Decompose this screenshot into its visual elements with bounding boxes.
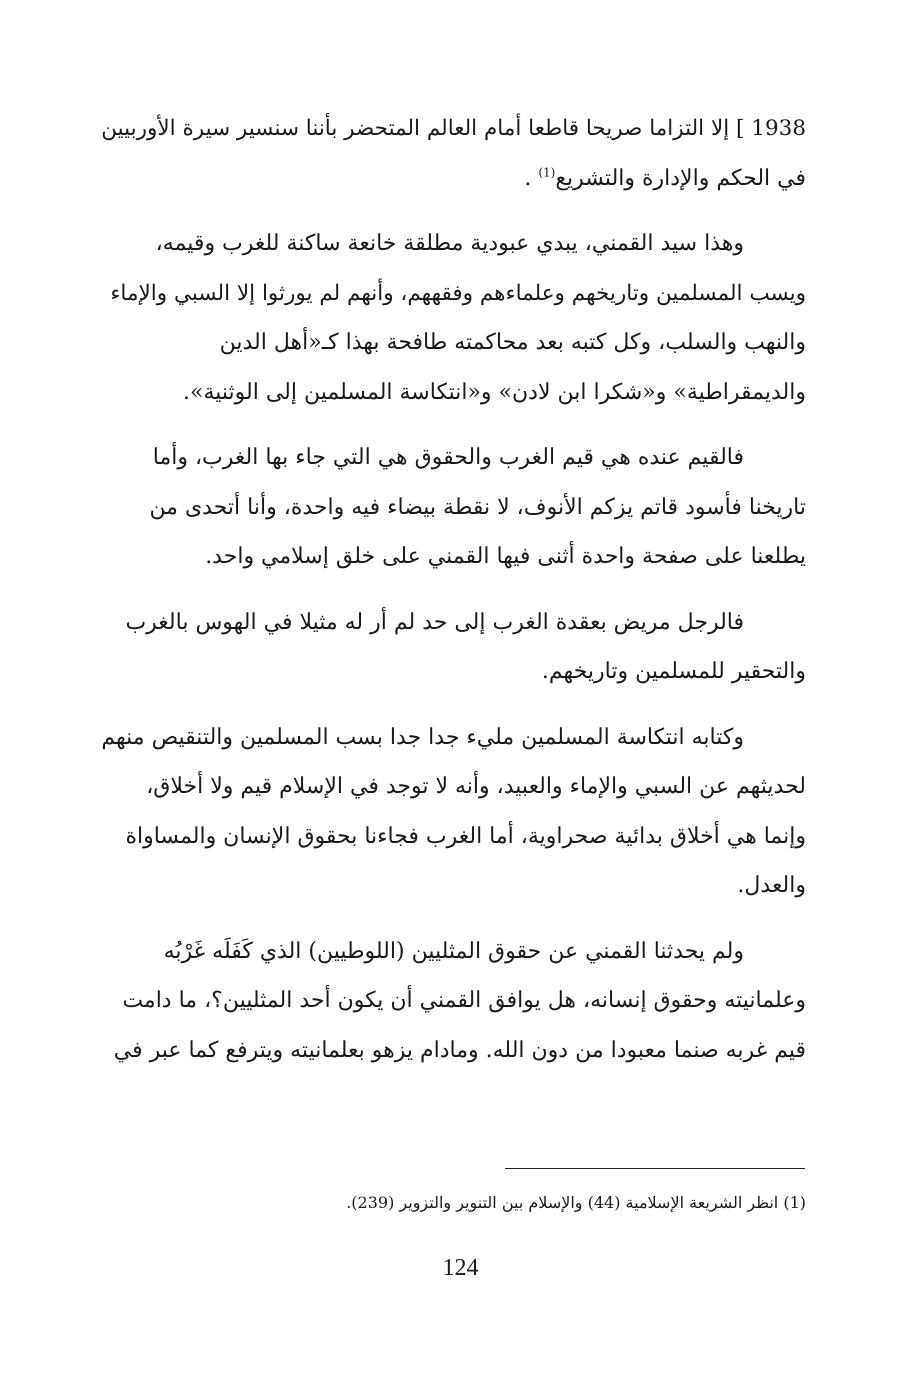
- text-line: والديمقراطية» و«شكرا ابن لادن» و«انتكاسة المسلمين إلى الوثنية».: [183, 379, 806, 405]
- body-text: [96, 104, 806, 1091]
- text-line: والنهب والسلب، وكل كتبه بعد محاكمته طافحة بهذا كـ«أهل الدين: [219, 330, 806, 355]
- text-line: والعدل.: [737, 873, 806, 898]
- paragraph-3: [96, 433, 806, 582]
- text-line: ويسب المسلمين وتاريخهم وعلماءهم وفقههم، وأنهم لم يورثوا إلا السبي والإماء: [110, 280, 806, 306]
- text-line: وكتابه انتكاسة المسلمين مليء جدا جدا بسب المسلمين والتنقيص منهم: [101, 724, 744, 750]
- text-line: لحديثهم عن السبي والإماء والعبيد، وأنه لا توجد في الإسلام قيم ولا أخلاق،: [146, 774, 806, 799]
- footnote-divider: [505, 1168, 805, 1169]
- text-fragment: في الحكم والإدارة والتشريع: [555, 165, 806, 191]
- text-line: وعلمانيته وحقوق إنسانه، هل يوافق القمني أن يكون أحد المثليين؟، ما دامت: [122, 988, 806, 1013]
- text-line: تاريخنا فأسود قاتم يزكم الأنوف، لا نقطة بيضاء فيه واحدة، وأنا أتحدى من: [149, 494, 806, 520]
- text-line: وإنما هي أخلاق بدائية صحراوية، أما الغرب فجاءنا بحقوق الإنسان والمساواة: [125, 823, 806, 849]
- text-fragment: .: [524, 165, 539, 191]
- text-line: 1938 ] إلا التزاما صريحا قاطعا أمام العالم المتحضر بأننا سنسير سيرة الأوربيين: [101, 116, 806, 141]
- page-number: 124: [442, 1255, 479, 1281]
- text-line: قيم غربه صنما معبودا من دون الله. ومادام يزهو بعلمانيته ويترفع كما عبر في: [113, 1037, 806, 1063]
- paragraph-4: [96, 598, 806, 697]
- paragraph-6: [96, 927, 806, 1076]
- paragraph-5: [96, 713, 806, 911]
- paragraph-2: [96, 219, 806, 417]
- paragraph-1: [96, 104, 806, 203]
- text-line: وهذا سيد القمني، يبدي عبودية مطلقة خانعة ساكنة للغرب وقيمه،: [155, 231, 744, 256]
- text-line: والتحقير للمسلمين وتاريخهم.: [541, 659, 806, 684]
- text-line: [96, 154, 806, 204]
- text-line: فالقيم عنده هي قيم الغرب والحقوق هي التي جاء بها الغرب، وأما: [152, 445, 744, 470]
- footnote: (1) انظر الشريعة الإسلامية (44) والإسلام بين التنوير والتزوير (239).: [346, 1193, 806, 1212]
- text-line: فالرجل مريض بعقدة الغرب إلى حد لم أر له مثيلا في الهوس بالغرب: [125, 609, 744, 635]
- footnote-reference[interactable]: (1): [538, 165, 556, 180]
- text-line: ولم يحدثنا القمني عن حقوق المثليين (اللوطيين) الذي كَفَلَه غَرْبُه: [163, 938, 744, 964]
- text-line: يطلعنا على صفحة واحدة أثنى فيها القمني على خلق إسلامي واحد.: [205, 544, 806, 569]
